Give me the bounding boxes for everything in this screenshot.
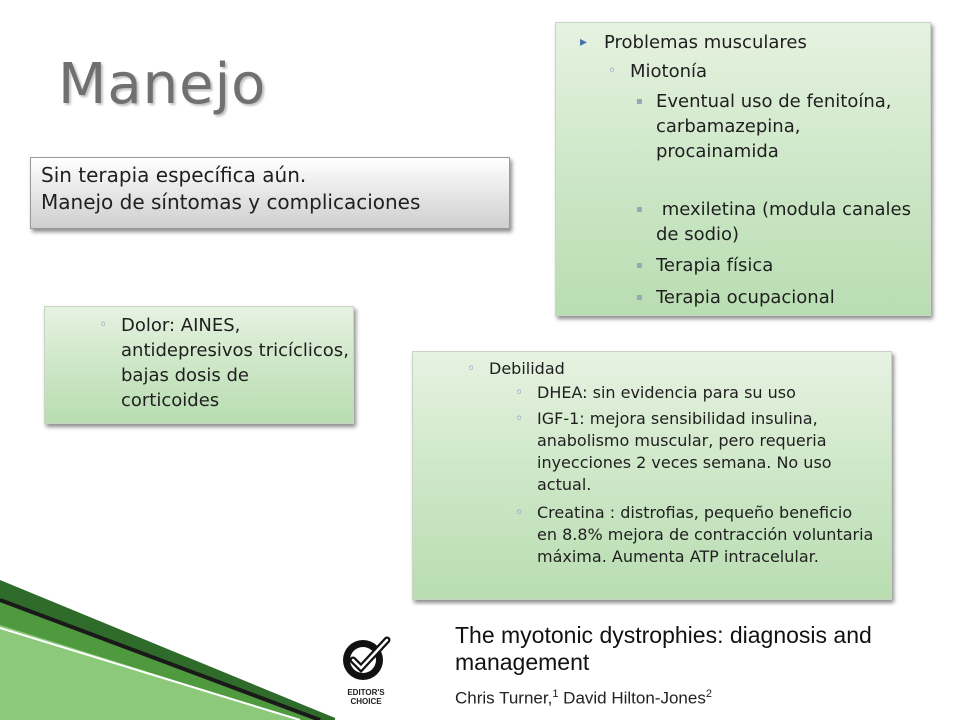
list-item-text: Eventual uso de fenitoína, carbamazepina, procainamida — [656, 91, 892, 162]
author-2: David Hilton-Jones — [558, 688, 706, 708]
list-item — [636, 285, 916, 310]
circle-bullet-icon: ◦ — [99, 317, 108, 333]
badge-label — [339, 688, 393, 706]
circle-bullet-icon: ◦ — [467, 361, 476, 377]
editors-choice-badge — [339, 636, 393, 706]
circle-bullet-icon: ◦ — [515, 411, 524, 427]
badge-line-1: EDITOR'S — [347, 688, 385, 697]
list-item-text: IGF-1: mejora sensibilidad insulina, anabolismo muscular, pero requeria inyecciones 2 veces semana. No uso actual. — [537, 409, 832, 494]
circle-bullet-icon: ◦ — [515, 505, 524, 521]
list-item-text: DHEA: sin evidencia para su uso — [537, 383, 796, 402]
list-item — [515, 382, 877, 404]
circle-bullet-icon: ◦ — [515, 385, 524, 401]
myotonia-item — [608, 59, 708, 84]
list-item-text: mexiletina (modula canales de sodio) — [656, 199, 917, 245]
checkmark-badge-icon — [339, 636, 393, 682]
muscular-problems-box — [555, 22, 931, 316]
summary-line-2: Manejo de síntomas y complicaciones — [41, 190, 421, 214]
pain-item — [99, 313, 351, 413]
list-item — [515, 502, 877, 568]
paper-citation — [335, 606, 960, 720]
author-1: Chris Turner, — [455, 688, 553, 708]
list-item — [515, 408, 877, 496]
list-item — [636, 197, 917, 247]
list-item — [636, 89, 916, 164]
list-item-text: Terapia ocupacional — [656, 287, 835, 308]
circle-bullet-icon: ◦ — [608, 63, 617, 79]
corner-decoration — [0, 580, 340, 720]
list-item — [636, 253, 916, 278]
weakness-heading-item — [467, 358, 565, 380]
dot-bullet-icon: ▪ — [636, 204, 643, 215]
paper-authors — [455, 688, 712, 709]
muscular-heading: Problemas musculares — [604, 32, 807, 53]
list-item-text: Terapia física — [656, 255, 774, 276]
list-item-text: Creatina : distrofias, pequeño beneficio en 8.8% mejora de contracción voluntaria máxima. Aumenta ATP intracelular. — [537, 503, 874, 566]
muscular-heading-item — [580, 30, 807, 55]
summary-line-1: Sin terapia específica aún. — [41, 163, 307, 187]
author-1-affiliation: 1 — [552, 688, 559, 700]
slide-title: Manejo — [58, 52, 267, 117]
triangle-bullet-icon: ▸ — [580, 34, 588, 50]
weakness-box — [412, 351, 892, 600]
dot-bullet-icon: ▪ — [636, 96, 643, 107]
dot-bullet-icon: ▪ — [636, 292, 643, 303]
badge-line-2: CHOICE — [350, 697, 382, 706]
pain-box — [44, 306, 354, 424]
author-2-affiliation: 2 — [705, 688, 712, 700]
summary-box — [30, 157, 510, 229]
paper-title: The myotonic dystrophies: diagnosis and management — [455, 622, 872, 675]
dot-bullet-icon: ▪ — [636, 260, 643, 271]
myotonia-heading: Miotonía — [630, 61, 708, 82]
weakness-heading: Debilidad — [489, 359, 565, 378]
pain-text: Dolor: AINES, antidepresivos tricíclicos, bajas dosis de corticoides — [121, 315, 349, 411]
